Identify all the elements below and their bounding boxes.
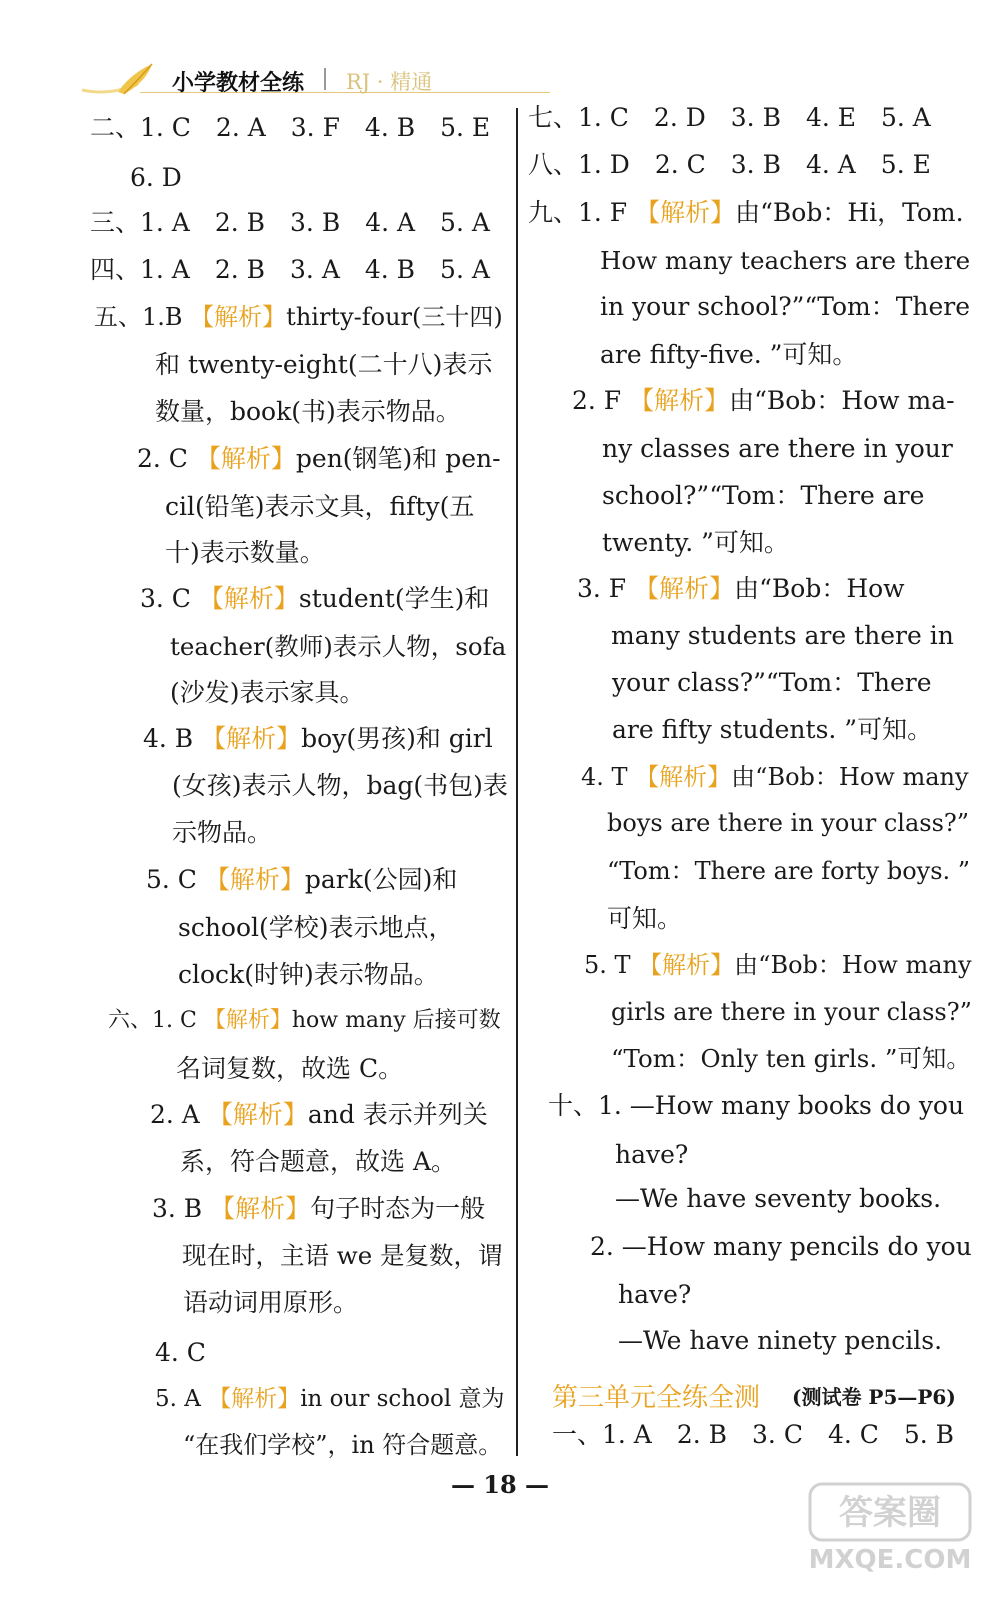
left-line-10: 十)表示数量。 [165, 538, 325, 567]
section-title: 第三单元全练全测 [552, 1383, 761, 1413]
analysis-text: how many 后接可数 [291, 1008, 501, 1033]
analysis-tag: 【解析】 [195, 444, 296, 473]
answer-label: 2. A [150, 1100, 208, 1129]
left-line-3: 三、1. A 2. B 3. B 4. A 5. A [90, 208, 490, 237]
right-line-6: are fifty-five. ”可知。 [600, 340, 858, 369]
analysis-text: 由“Bob：How many [731, 763, 969, 791]
left-line-28 [155, 1384, 505, 1414]
left-line-8 [137, 444, 501, 474]
right-line-4: How many teachers are there [600, 246, 971, 275]
left-line-4: 四、1. A 2. B 3. A 4. B 5. A [90, 255, 490, 284]
left-line-13: (沙发)表示家具。 [170, 678, 365, 707]
analysis-text: 由“Bob：How [734, 574, 905, 603]
answer-label: 3. C [140, 584, 199, 613]
left-line-22 [150, 1100, 488, 1130]
right-line-2: 八、1. D 2. C 3. B 4. A 5. E [528, 150, 931, 179]
left-line-24 [152, 1194, 485, 1224]
page-number: — 18 — [450, 1470, 550, 1499]
left-line-12: teacher(教师)表示人物，sofa [170, 632, 507, 661]
right-line-16: boys are there in your class?” [607, 809, 970, 837]
analysis-tag: 【解析】 [629, 386, 730, 415]
analysis-text: thirty-four(三十四) [286, 303, 503, 331]
answer-label: 六、1. C [108, 1008, 204, 1033]
answer-label: 5. C [146, 865, 205, 894]
analysis-tag: 【解析】 [198, 584, 299, 613]
right-line-9: school?”“Tom：There are [602, 481, 925, 510]
analysis-tag: 【解析】 [190, 303, 287, 331]
left-line-6: 和 twenty-eight(二十八)表示 [155, 350, 493, 379]
analysis-tag: 【解析】 [638, 951, 735, 979]
analysis-text: student(学生)和 [298, 584, 490, 613]
analysis-text: boy(男孩)和 girl [301, 724, 493, 753]
page-header [40, 58, 510, 98]
right-line-7 [572, 386, 955, 416]
analysis-tag: 【解析】 [207, 1100, 308, 1129]
right-line-10: twenty. ”可知。 [602, 528, 789, 557]
right-line-8: ny classes are there in your [602, 434, 953, 463]
answer-label: 九、1. F [528, 198, 636, 227]
analysis-tag: 【解析】 [635, 763, 732, 791]
right-line-11 [577, 574, 905, 604]
analysis-tag: 【解析】 [635, 198, 736, 227]
answer-label: 五、1.B [94, 303, 191, 331]
left-line-7: 数量，book(书)表示物品。 [155, 397, 461, 426]
analysis-text: and 表示并列关 [307, 1100, 488, 1129]
answer-label: 5. T [584, 951, 639, 979]
analysis-tag: 【解析】 [201, 724, 302, 753]
left-line-2: 6. D [130, 163, 182, 192]
left-line-23: 系，符合题意，故选 A。 [180, 1147, 457, 1176]
left-line-18: school(学校)表示地点， [178, 913, 454, 942]
analysis-text: 由“Bob：How ma- [729, 386, 955, 415]
analysis-text: park(公园)和 [304, 865, 458, 894]
left-line-29: “在我们学校”，in 符合题意。 [183, 1431, 503, 1459]
right-line-5: in your school?”“Tom：There [600, 292, 971, 321]
right-line-24: —We have seventy books. [615, 1184, 942, 1213]
left-line-14 [143, 724, 493, 754]
header-separator [324, 68, 326, 90]
right-line-17: “Tom：There are forty boys. ” [607, 857, 971, 885]
svg-text:MXQE.COM: MXQE.COM [808, 1545, 972, 1575]
left-line-21: 名词复数，故选 C。 [176, 1054, 404, 1083]
book-logo-icon [80, 60, 160, 100]
analysis-tag: 【解析】 [204, 865, 305, 894]
right-line-14: are fifty students. ”可知。 [612, 715, 933, 744]
answer-label: 4. B [143, 724, 202, 753]
analysis-text: 句子时态为一般 [310, 1194, 486, 1223]
answer-label: 5. A [155, 1386, 209, 1412]
analysis-text: pen(钢笔)和 pen- [295, 444, 501, 473]
right-line-26: have? [618, 1280, 692, 1309]
left-line-19: clock(时钟)表示物品。 [178, 960, 439, 989]
left-line-20 [108, 1006, 501, 1036]
book-title: 小学教材全练 [172, 71, 305, 96]
answer-label: 2. F [572, 386, 630, 415]
analysis-tag: 【解析】 [203, 1008, 292, 1033]
left-line-27: 4. C [155, 1338, 206, 1367]
section-note: (测试卷 P5—P6) [792, 1385, 956, 1409]
right-line-3 [528, 198, 964, 228]
right-line-12: many students are there in [611, 621, 954, 650]
left-line-5 [94, 302, 503, 332]
right-line-1: 七、1. C 2. D 3. B 4. E 5. A [528, 103, 931, 132]
answer-label: 2. C [137, 444, 196, 473]
left-line-11 [140, 584, 489, 614]
left-line-26: 语动词用原形。 [183, 1288, 359, 1317]
analysis-tag: 【解析】 [208, 1386, 301, 1412]
column-divider [516, 108, 518, 1456]
right-line-27: —We have ninety pencils. [618, 1326, 943, 1355]
edition-label: RJ · 精通 [346, 70, 433, 94]
right-line-22: 十、1. —How many books do you [548, 1091, 965, 1120]
answer-label: 3. B [152, 1194, 211, 1223]
analysis-text: 由“Bob：Hi，Tom. [735, 198, 964, 227]
analysis-text: 由“Bob：How many [734, 951, 972, 979]
right-line-19 [584, 950, 972, 980]
analysis-tag: 【解析】 [634, 574, 735, 603]
answer-label: 3. F [577, 574, 635, 603]
right-line-18: 可知。 [607, 904, 683, 933]
right-line-21: “Tom：Only ten girls. ”可知。 [611, 1044, 971, 1073]
left-line-25: 现在时，主语 we 是复数，谓 [182, 1241, 503, 1270]
left-line-16: 示物品。 [172, 818, 273, 847]
analysis-text: in our school 意为 [300, 1386, 505, 1412]
right-line-23: have? [615, 1140, 689, 1169]
right-line-28: 一、1. A 2. B 3. C 4. C 5. B [552, 1420, 955, 1449]
right-line-13: your class?”“Tom：There [612, 668, 932, 697]
svg-text:答案圈: 答案圈 [839, 1493, 941, 1533]
right-line-15 [581, 762, 969, 792]
answer-label: 4. T [581, 763, 636, 791]
left-line-15: (女孩)表示人物，bag(书包)表 [172, 771, 508, 800]
watermark-logo [806, 1478, 976, 1578]
analysis-tag: 【解析】 [210, 1194, 311, 1223]
right-line-20: girls are there in your class?” [611, 998, 972, 1026]
right-line-25: 2. —How many pencils do you [590, 1232, 972, 1261]
left-line-9: cil(铅笔)表示文具，fifty(五 [165, 492, 475, 521]
left-line-1: 二、1. C 2. A 3. F 4. B 5. E [90, 113, 491, 142]
left-line-17 [146, 865, 457, 895]
